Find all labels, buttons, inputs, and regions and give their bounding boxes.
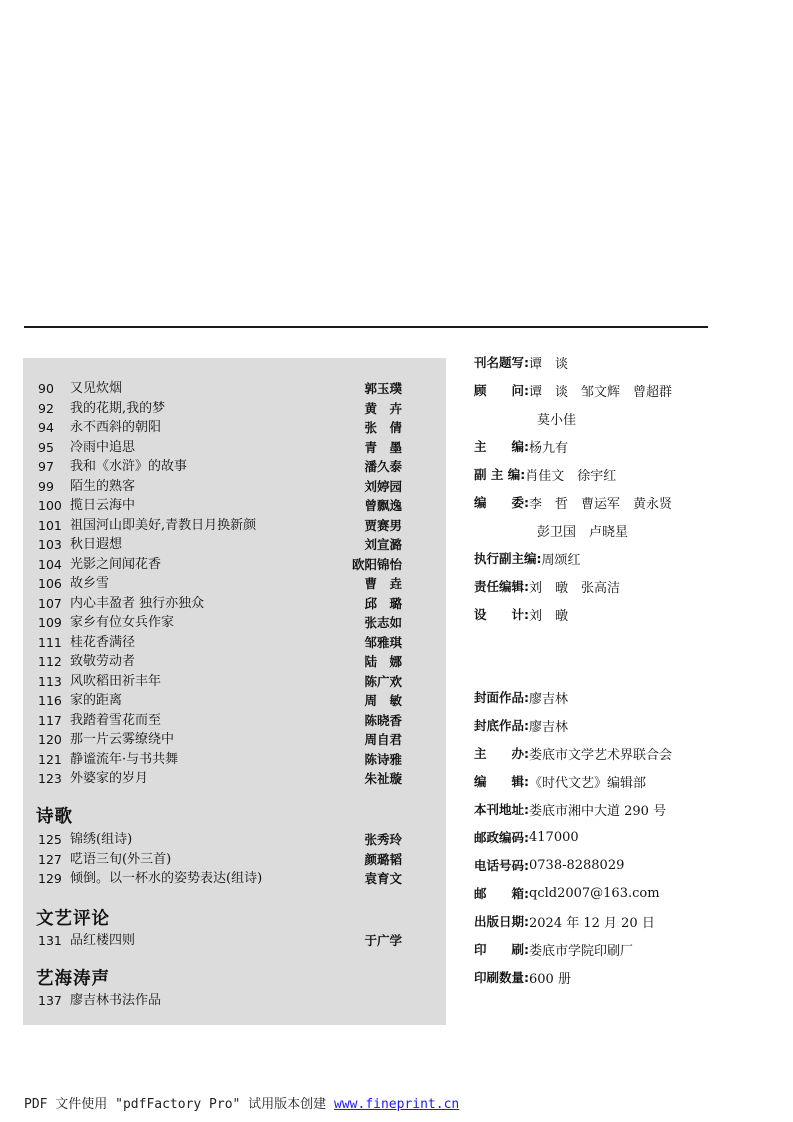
toc-title: 致敬劳动者 bbox=[70, 654, 136, 669]
toc-page-number: 127 bbox=[38, 851, 62, 867]
toc-group-prose bbox=[38, 379, 402, 789]
masthead-publication bbox=[474, 683, 774, 991]
toc-page-number: 117 bbox=[38, 712, 62, 728]
masthead-value: 杨九有 bbox=[529, 440, 569, 456]
masthead-label: 印 刷: bbox=[474, 942, 529, 957]
toc-title: 我的花期,我的梦 bbox=[70, 400, 166, 416]
toc-page-number: 100 bbox=[38, 498, 62, 513]
toc-author: 张秀玲 bbox=[364, 832, 402, 847]
masthead-staff bbox=[474, 348, 774, 628]
toc-page-number: 112 bbox=[38, 654, 62, 669]
toc-entry bbox=[38, 399, 402, 419]
toc-entry bbox=[38, 750, 402, 770]
masthead-value: qcld2007@163.com bbox=[529, 885, 660, 901]
toc-group-poetry bbox=[38, 830, 402, 889]
toc-entry bbox=[38, 574, 402, 594]
masthead-row bbox=[474, 907, 774, 935]
masthead-label: 刊名题写: bbox=[474, 355, 529, 370]
toc-title: 倾倒。以一杯水的姿势表达(组诗) bbox=[70, 871, 263, 886]
toc-title: 揽日云海中 bbox=[70, 498, 136, 513]
toc-entry bbox=[38, 516, 402, 536]
toc-author: 曾飘逸 bbox=[364, 498, 402, 513]
toc-page-number: 101 bbox=[38, 517, 62, 533]
toc-group-criticism bbox=[38, 931, 402, 951]
toc-author: 刘宣潞 bbox=[364, 537, 402, 552]
toc-page-number: 116 bbox=[38, 693, 62, 708]
toc-page-number: 92 bbox=[38, 400, 54, 416]
section-heading-poetry: 诗歌 bbox=[36, 807, 73, 827]
toc-entry bbox=[38, 379, 402, 399]
toc-author: 郭玉璞 bbox=[364, 381, 402, 396]
toc-author: 袁育文 bbox=[364, 871, 402, 886]
masthead-value: 廖吉林 bbox=[529, 719, 569, 735]
top-rule bbox=[24, 326, 708, 328]
masthead-value: 刘 暾 张高洁 bbox=[529, 580, 621, 596]
toc-author: 张 倩 bbox=[364, 420, 402, 435]
toc-page-number: 99 bbox=[38, 478, 54, 494]
toc-title: 光影之间闻花香 bbox=[70, 556, 162, 572]
toc-title: 家乡有位女兵作家 bbox=[70, 615, 175, 630]
masthead-label: 本刊地址: bbox=[474, 802, 529, 817]
masthead-label: 邮 箱: bbox=[474, 886, 529, 901]
masthead-label: 印刷数量: bbox=[474, 970, 529, 985]
pdf-footer bbox=[24, 1093, 459, 1112]
toc-title: 又见炊烟 bbox=[70, 381, 123, 396]
masthead-row bbox=[474, 963, 774, 991]
toc-author: 周 敏 bbox=[364, 693, 402, 708]
toc-title: 祖国河山即美好,青教日月换新颜 bbox=[70, 517, 257, 533]
toc-entry bbox=[38, 850, 402, 870]
toc-author: 陈晓香 bbox=[364, 712, 402, 728]
toc-page-number: 123 bbox=[38, 771, 62, 786]
masthead-value: 600 册 bbox=[529, 971, 571, 987]
masthead-row bbox=[474, 544, 774, 572]
toc-author: 邱 璐 bbox=[364, 595, 402, 611]
toc-page-number: 95 bbox=[38, 439, 54, 455]
toc-title: 桂花香满径 bbox=[70, 634, 136, 650]
masthead-value: 刘 暾 bbox=[529, 608, 569, 624]
toc-entry bbox=[38, 769, 402, 789]
masthead-row bbox=[474, 404, 774, 432]
toc-title: 锦绣(组诗) bbox=[70, 832, 133, 847]
toc-page-number: 125 bbox=[38, 832, 62, 847]
toc-author: 于广学 bbox=[364, 933, 402, 948]
toc-author: 刘婷园 bbox=[364, 478, 402, 494]
section-heading-criticism: 文艺评论 bbox=[36, 909, 110, 929]
toc-entry bbox=[38, 594, 402, 614]
toc-page-number: 120 bbox=[38, 732, 62, 747]
toc-title: 家的距离 bbox=[70, 693, 123, 708]
toc-title: 风吹稻田祈丰年 bbox=[70, 673, 162, 689]
toc-page-number: 107 bbox=[38, 595, 62, 611]
masthead-row bbox=[474, 460, 774, 488]
toc-title: 廖吉林书法作品 bbox=[70, 993, 162, 1008]
masthead-row bbox=[474, 348, 774, 376]
masthead-value: 娄底市学院印刷厂 bbox=[529, 943, 634, 959]
masthead-row bbox=[474, 711, 774, 739]
toc-title: 外婆家的岁月 bbox=[70, 771, 149, 786]
toc-page-number: 90 bbox=[38, 381, 54, 396]
toc-page-number: 109 bbox=[38, 615, 62, 630]
toc-page-number: 106 bbox=[38, 576, 62, 591]
masthead-value: 娄底市文学艺术界联合会 bbox=[529, 747, 673, 763]
toc-page-number: 113 bbox=[38, 673, 62, 689]
toc-page-number: 104 bbox=[38, 556, 62, 572]
toc-entry bbox=[38, 535, 402, 555]
toc-entry bbox=[38, 830, 402, 850]
toc-entry bbox=[38, 931, 402, 951]
toc-page-number: 97 bbox=[38, 459, 54, 474]
masthead-label: 责任编辑: bbox=[474, 579, 529, 594]
toc-author: 潘久泰 bbox=[364, 459, 402, 474]
masthead-value: 2024 年 12 月 20 日 bbox=[529, 915, 655, 931]
toc-entry bbox=[38, 730, 402, 750]
toc-entry bbox=[38, 869, 402, 889]
toc-author: 朱祉璇 bbox=[364, 771, 402, 786]
toc-entry bbox=[38, 652, 402, 672]
masthead-row bbox=[474, 935, 774, 963]
masthead-label: 主 办: bbox=[474, 746, 529, 761]
masthead-value: 谭 谈 bbox=[529, 356, 569, 372]
masthead-value: 娄底市湘中大道 290 号 bbox=[529, 803, 667, 819]
toc-entry bbox=[38, 711, 402, 731]
masthead-label: 编 委: bbox=[474, 495, 529, 510]
masthead-label: 电话号码: bbox=[474, 858, 529, 873]
masthead-value: 周颂红 bbox=[541, 552, 581, 568]
toc-author: 陆 娜 bbox=[364, 654, 402, 669]
toc-title: 静谧流年·与书共舞 bbox=[70, 751, 179, 767]
toc-author: 欧阳锦怡 bbox=[351, 556, 402, 572]
masthead-row bbox=[474, 516, 774, 544]
toc-author: 周自君 bbox=[364, 732, 402, 747]
masthead-label: 执行副主编: bbox=[474, 551, 542, 566]
masthead-row bbox=[474, 851, 774, 879]
toc-title: 冷雨中追思 bbox=[70, 439, 136, 455]
masthead-label: 顾 问: bbox=[474, 383, 529, 398]
toc-group-art bbox=[38, 991, 402, 1011]
masthead-row bbox=[474, 600, 774, 628]
toc-title: 永不西斜的朝阳 bbox=[70, 420, 162, 435]
toc-author: 陈诗雅 bbox=[364, 751, 402, 767]
toc-title: 呓语三旬(外三首) bbox=[70, 851, 172, 867]
toc-title: 那一片云雾缭绕中 bbox=[70, 732, 175, 747]
masthead-label: 副 主 编: bbox=[474, 467, 526, 482]
masthead-label: 出版日期: bbox=[474, 914, 529, 929]
toc-page-number: 94 bbox=[38, 420, 54, 435]
toc-page-number: 131 bbox=[38, 933, 62, 948]
masthead-row bbox=[474, 572, 774, 600]
toc-page-number: 121 bbox=[38, 751, 62, 767]
section-heading-art: 艺海涛声 bbox=[36, 969, 110, 989]
toc-entry bbox=[38, 555, 402, 575]
footer-link[interactable]: www.fineprint.cn bbox=[334, 1097, 460, 1112]
masthead-value: 莫小佳 bbox=[537, 412, 577, 428]
toc-title: 内心丰盈者 独行亦独众 bbox=[70, 595, 205, 611]
footer-text: PDF 文件使用 "pdfFactory Pro" 试用版本创建 bbox=[24, 1097, 335, 1112]
toc-title: 我和《水浒》的故事 bbox=[70, 459, 188, 474]
toc-title: 我踏着雪花而至 bbox=[70, 712, 162, 728]
toc-author: 陈广欢 bbox=[364, 673, 402, 689]
toc-entry bbox=[38, 613, 402, 633]
masthead-label: 编 辑: bbox=[474, 774, 529, 789]
toc-title: 秋日遐想 bbox=[70, 537, 123, 552]
masthead-row bbox=[474, 739, 774, 767]
toc-entry bbox=[38, 991, 402, 1011]
toc-page-number: 111 bbox=[38, 634, 62, 650]
masthead-row bbox=[474, 432, 774, 460]
masthead-value: 《时代文艺》编辑部 bbox=[529, 775, 647, 791]
toc-entry bbox=[38, 438, 402, 458]
masthead-value: 0738-8288029 bbox=[529, 857, 625, 873]
masthead-value: 417000 bbox=[529, 829, 579, 845]
masthead-value: 肖佳文 徐宇红 bbox=[525, 468, 617, 484]
masthead-row bbox=[474, 767, 774, 795]
toc-title: 陌生的熟客 bbox=[70, 478, 136, 494]
toc-author: 颜璐韬 bbox=[364, 851, 402, 867]
toc-entry bbox=[38, 496, 402, 516]
toc-page-number: 129 bbox=[38, 871, 62, 886]
toc-author: 黄 卉 bbox=[364, 400, 402, 416]
toc-entry bbox=[38, 633, 402, 653]
masthead-label: 主 编: bbox=[474, 439, 529, 454]
masthead-label: 封底作品: bbox=[474, 718, 529, 733]
toc-title: 故乡雪 bbox=[70, 576, 110, 591]
toc-entry bbox=[38, 418, 402, 438]
masthead-value: 廖吉林 bbox=[529, 691, 569, 707]
toc-entry bbox=[38, 477, 402, 497]
toc-page-number: 103 bbox=[38, 537, 62, 552]
masthead-row bbox=[474, 683, 774, 711]
toc-author: 张志如 bbox=[364, 615, 402, 630]
toc-author: 邹雅琪 bbox=[364, 634, 402, 650]
toc-author: 曹 垚 bbox=[364, 576, 402, 591]
toc-entry bbox=[38, 691, 402, 711]
masthead-row bbox=[474, 879, 774, 907]
masthead-row bbox=[474, 488, 774, 516]
masthead-row bbox=[474, 795, 774, 823]
masthead-row bbox=[474, 823, 774, 851]
masthead-value: 谭 谈 邹文辉 曾超群 bbox=[529, 384, 673, 400]
masthead-value: 彭卫国 卢晓星 bbox=[537, 524, 629, 540]
toc-title: 品红楼四则 bbox=[70, 933, 136, 948]
toc-entry bbox=[38, 672, 402, 692]
toc-page-number: 137 bbox=[38, 993, 62, 1008]
masthead-label: 设 计: bbox=[474, 607, 529, 622]
masthead-value: 李 哲 曹运军 黄永贤 bbox=[529, 496, 673, 512]
masthead-row bbox=[474, 376, 774, 404]
masthead-label: 邮政编码: bbox=[474, 830, 529, 845]
toc-author: 青 墨 bbox=[364, 439, 402, 455]
masthead-label: 封面作品: bbox=[474, 690, 529, 705]
toc-entry bbox=[38, 457, 402, 477]
toc-author: 贾赛男 bbox=[364, 517, 402, 533]
